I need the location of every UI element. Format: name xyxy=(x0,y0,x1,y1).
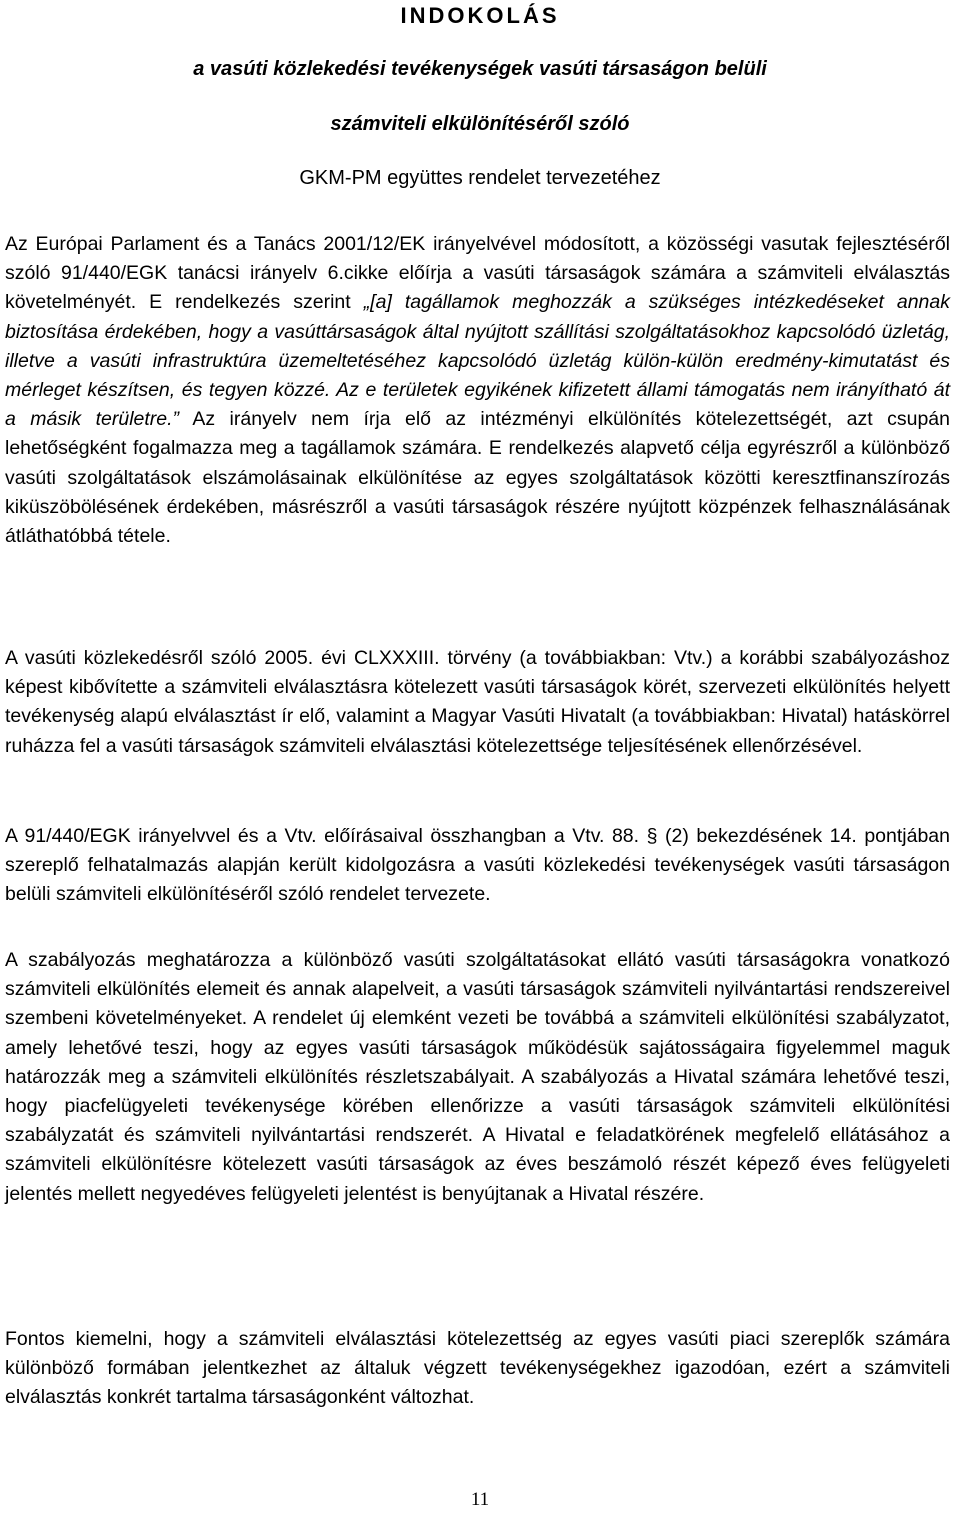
document-subtitle-line2: számviteli elkülönítéséről szóló xyxy=(330,113,630,135)
page-number: 11 xyxy=(470,1489,490,1510)
paragraph-2: A vasúti közlekedésről szóló 2005. évi CLXXXIII. törvény (a továbbiakban: Vtv.) a korábbi szabályozáshoz képest kibővítette a számviteli elválasztásra kötelezett vasúti társaságok körét, szervezeti elkülönítés helyett tevékenység alapú elválasztást ír elő, valamint a Magyar Vasúti Hivatalt (a továbbiakban: Hivatal) hatáskörrel ruházza fel a vasúti társaságok számviteli elválasztási kötelezettsége teljesítésének ellenőrzésével. xyxy=(5,647,950,757)
paragraph-3: A 91/440/EGK irányelvvel és a Vtv. előírásaival összhangban a Vtv. 88. § (2) bekezdésének 14. pontjában szereplő felhatalmazás alapján került kidolgozásra a vasúti közlekedési tevékenységek vasúti társaságon belüli számviteli elkülönítéséről szóló rendelet tervezete. xyxy=(5,825,950,906)
document-subtitle-line1: a vasúti közlekedési tevékenységek vasúti társaságon belüli xyxy=(193,58,767,80)
paragraph-4: A szabályozás meghatározza a különböző vasúti szolgáltatásokat ellátó vasúti társaságokra vonatkozó számviteli elkülönítés elemeit és annak alapelveit, a vasúti társaságok számviteli nyilvántartási rendszereivel szembeni követelményeket. A rendelet új elemként vezeti be továbbá a számviteli elkülönítési szabályzatot, amely lehetővé teszi, hogy az egyes vasúti társaságok működésük sajátosságaira figyelemmel maguk határozzák meg a számviteli elkülönítés részletszabályait. A szabályozás a Hivatal számára lehetővé teszi, hogy piacfelügyeleti tevékenysége körében ellenőrizze a vasúti társaságok számviteli elkülönítési szabályzatát és számviteli nyilvántartási rendszerét. A Hivatal e feladatkörének megfelelő ellátásához a számviteli elkülönítésre kötelezett vasúti társaságok az éves beszámoló részét képező éves felügyeleti jelentés mellett negyedéves felügyeleti jelentést is benyújtanak a Hivatal részére. xyxy=(5,949,950,1205)
paragraph-1-rest: Az irányelv nem írja elő az intézményi elkülönítés kötelezettségét, azt csupán lehetőségként fogalmazza meg a tagállamok számára. E rendelkezés alapvető célja egyrészről a különböző vasúti szolgáltatások elszámolásainak elkülönítése az egyes szolgáltatások közötti keresztfinanszírozás kiküszöbölésének érdekében, másrészről a vasúti társaságok részére nyújtott közpénzek felhasználásának átláthatóbbá tétele. xyxy=(5,408,950,548)
document-subtitle-line3: GKM-PM együttes rendelet tervezetéhez xyxy=(299,167,661,189)
paragraph-1-intro: Az Európai Parlament és a Tanács 2001/12/EK irányelvével módosított, a közösségi vasutak fejlesztéséről szóló 91/440/EGK tanácsi irányelv 6.cikke előírja a vasúti társaságok számára a számviteli elválasztás követelményét. E rendelkezés szerint xyxy=(5,233,950,314)
paragraph-1 xyxy=(5,230,950,551)
document-title: INDOKOLÁS xyxy=(400,3,560,28)
paragraph-5: Fontos kiemelni, hogy a számviteli elválasztási kötelezettség az egyes vasúti piaci szereplők számára különböző formában jelentkezhet az általuk végzett tevékenységekhez igazodóan, ezért a számviteli elválasztás konkrét tartalma társaságonként változhat. xyxy=(5,1328,950,1409)
directive-quote: „[a] tagállamok meghozzák a szükséges intézkedéseket annak biztosítása érdekében, hogy a vasúttársaságok által nyújtott szállítási szolgáltatásokhoz kapcsolódó üzletág, illetve a vasúti infrastruktúra üzemeltetéséhez kapcsolódó üzletág külön-külön eredmény-kimutatást és mérleget készítsen, és tegyen közzé. Az e területek egyikének kifizetett állami támogatás nem irányítható át a másik területre.” xyxy=(5,291,950,431)
